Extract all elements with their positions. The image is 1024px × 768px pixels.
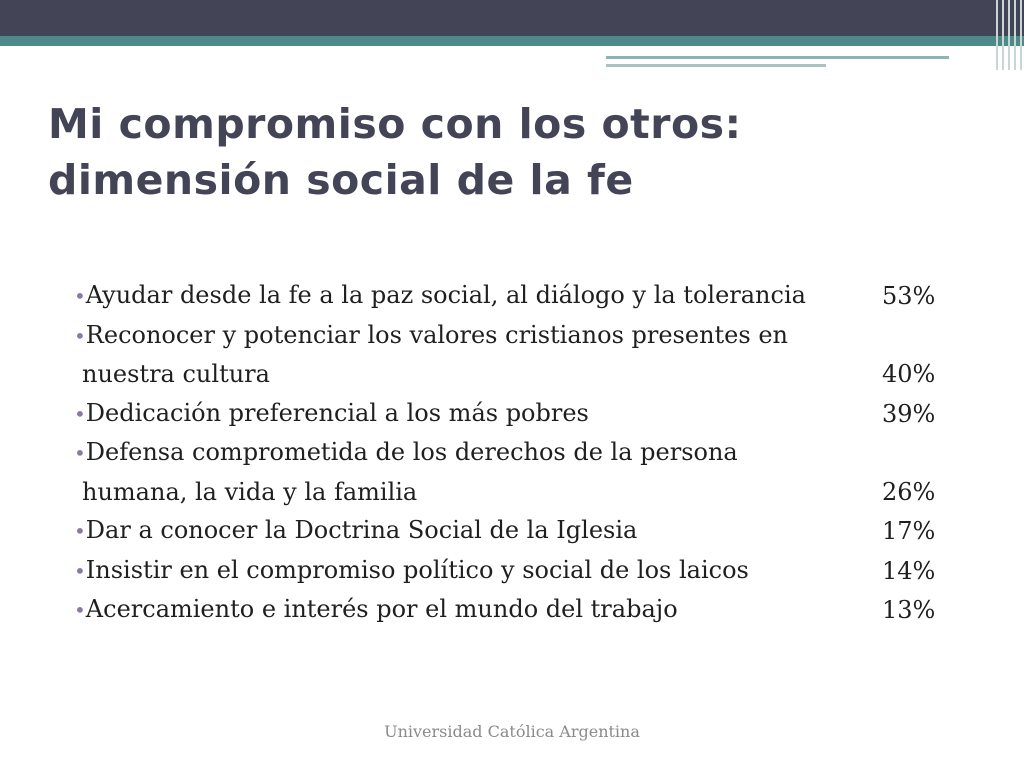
bullet-list (74, 276, 974, 630)
item-text: Reconocer y potenciar los valores cristianos presentes en (85, 320, 788, 349)
list-item (74, 316, 974, 394)
item-text-continued: humana, la vida y la familia (82, 477, 418, 506)
item-text: Dar a conocer la Doctrina Social de la Iglesia (85, 516, 638, 544)
bullet-icon: • (74, 284, 86, 308)
item-text: Ayudar desde la fe a la paz social, al diálogo y la tolerancia (85, 281, 806, 309)
bullet-icon: • (74, 558, 86, 583)
bullet-icon: • (74, 441, 86, 465)
item-text: Dedicación preferencial a los más pobres (85, 398, 589, 427)
item-percent: 39% (882, 399, 936, 428)
bullet-icon: • (74, 519, 86, 543)
slide-title (48, 96, 948, 208)
header-accent-line (606, 56, 949, 59)
list-item (74, 511, 974, 551)
slide-title-line: Mi compromiso con los otros: (48, 100, 742, 148)
item-percent: 40% (882, 360, 936, 388)
item-percent: 13% (882, 596, 936, 624)
slide-title-line: dimensión social de la fe (48, 156, 634, 204)
list-item (74, 590, 974, 630)
item-percent: 17% (882, 517, 936, 545)
bullet-icon: • (74, 323, 86, 348)
list-item (74, 551, 974, 591)
bullet-icon: • (74, 401, 86, 426)
list-item (74, 276, 974, 316)
item-percent: 14% (882, 556, 936, 585)
item-percent: 26% (882, 477, 936, 506)
bullet-icon: • (74, 598, 86, 622)
item-text: Acercamiento e interés por el mundo del trabajo (85, 595, 678, 623)
item-text: Insistir en el compromiso político y social de los laicos (85, 555, 749, 584)
item-text-continued: nuestra cultura (82, 360, 270, 388)
item-percent: 53% (882, 282, 936, 310)
header-accent-line-2 (606, 64, 826, 67)
list-item (74, 394, 974, 434)
header-edge-stripes (994, 0, 1024, 70)
item-text: Defensa comprometida de los derechos de la persona (85, 438, 738, 466)
footer-text: Universidad Católica Argentina (384, 722, 640, 741)
list-item (74, 433, 974, 511)
header-band-teal (0, 36, 1024, 46)
header-band-dark (0, 0, 1024, 36)
